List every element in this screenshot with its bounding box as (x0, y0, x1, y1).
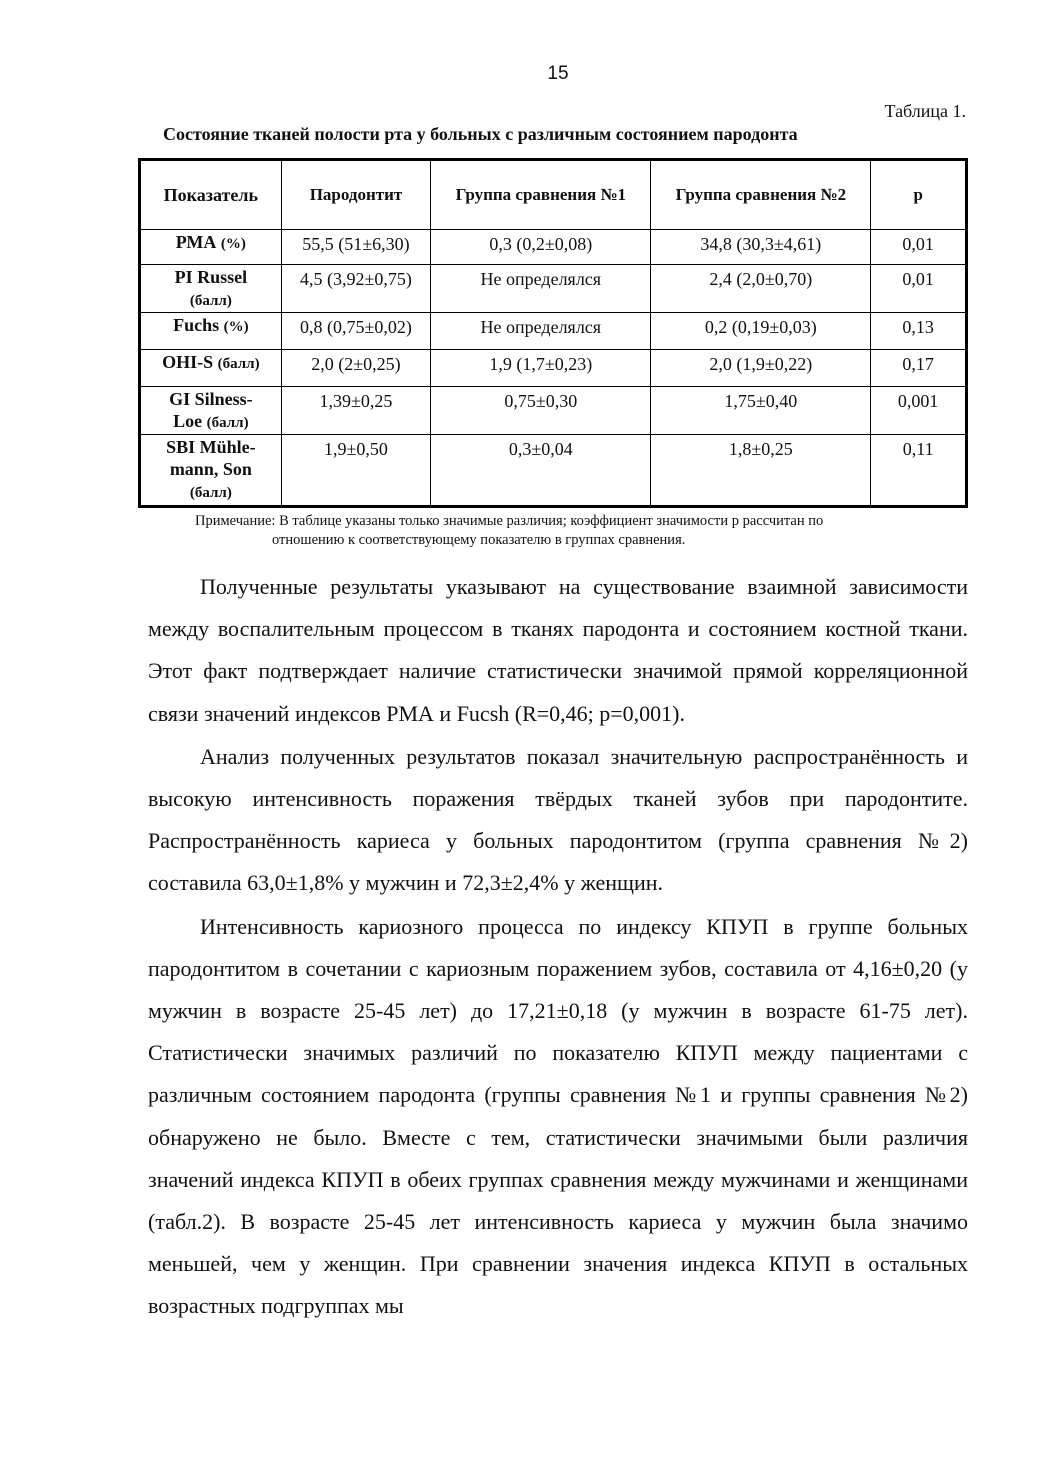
row-indicator: OHI-S (балл) (140, 350, 282, 387)
row-indicator: РМА (%) (140, 230, 282, 265)
cell-value: 4,5 (3,92±0,75) (281, 265, 431, 313)
table-label: Таблица 1. (884, 101, 966, 121)
paragraph: Полученные результаты указывают на существование взаимной зависимости между воспалительным процессом в тканях пародонта и состоянием костной ткани. Этот факт подтверждает наличие статистически значимой прямой корреляционной связи значений индексов РМА и Fucsh (R=0,46; p=0,001). (148, 574, 968, 726)
cell-value: 0,001 (871, 387, 967, 435)
table-row (140, 387, 967, 435)
table-row (140, 435, 967, 507)
cell-value: 2,0 (1,9±0,22) (651, 350, 871, 387)
header-group-1: Группа сравнения №1 (431, 160, 651, 230)
table-row (140, 230, 967, 265)
cell-value: 55,5 (51±6,30) (281, 230, 431, 265)
cell-value: 1,9 (1,7±0,23) (431, 350, 651, 387)
cell-value: 0,13 (871, 313, 967, 350)
table-title: Состояние тканей полости рта у больных с различным состоянием пародонта (163, 124, 798, 144)
cell-value: Не определялся (431, 265, 651, 313)
row-indicator: Fuchs (%) (140, 313, 282, 350)
header-indicator: Показатель (140, 160, 282, 230)
table-row (140, 313, 967, 350)
cell-value: 34,8 (30,3±4,61) (651, 230, 871, 265)
cell-value: 0,8 (0,75±0,02) (281, 313, 431, 350)
paragraph: Анализ полученных результатов показал значительную распространённость и высокую интенсивность поражения твёрдых тканей зубов при пародонтите. Распространённость кариеса у больных пародонтитом (группа сравнения №2) составила 63,0±1,8% у мужчин и 72,3±2,4% у женщин. (148, 743, 968, 896)
cell-value: 1,39±0,25 (281, 387, 431, 435)
cell-value: 0,01 (871, 230, 967, 265)
header-p: p (871, 160, 967, 230)
table-row (140, 265, 967, 313)
cell-value: 0,3 (0,2±0,08) (431, 230, 651, 265)
row-indicator: PI Russel (балл) (140, 265, 282, 313)
cell-value: 1,9±0,50 (281, 435, 431, 507)
cell-value: 0,3±0,04 (431, 435, 651, 507)
header-group-2: Группа сравнения №2 (651, 160, 871, 230)
note-line-1: Примечание: В таблице указаны только значимые различия; коэффициент значимости р рассчитан по (195, 513, 824, 529)
page-number: 15 (547, 63, 569, 84)
header-periodontitis: Пародонтит (281, 160, 431, 230)
cell-value: 0,2 (0,19±0,03) (651, 313, 871, 350)
paragraph: Интенсивность кариозного процесса по индексу КПУП в группе больных пародонтитом в сочетании с кариозным поражением зубов, составила от 4,16±0,20 (у мужчин в возрасте 25-45 лет) до 17,21±0,18 (у мужчин в возрасте 61-75 лет). Статистически значимых различий по показателю КПУП между пациентами с различным состоянием пародонта (группы сравнения №1 и группы сравнения №2) обнаружено не было. Вместе с тем, статистически значимыми были различия значений индекса КПУП в обеих группах сравнения между мужчинами и женщинами (табл.2). В возрасте 25-45 лет интенсивность кариеса у мужчин была значимо меньшей, чем у женщин. При сравнении значения индекса КПУП в остальных возрастных подгруппах мы (148, 913, 968, 1319)
table-note (195, 512, 967, 550)
cell-value: 0,01 (871, 265, 967, 313)
cell-value: Не определялся (431, 313, 651, 350)
cell-value: 1,75±0,40 (651, 387, 871, 435)
table-row (140, 350, 967, 387)
note-line-2: отношению к соответствующему показателю в группах сравнения. (272, 532, 686, 549)
cell-value: 0,17 (871, 350, 967, 387)
table-header-row (140, 160, 967, 230)
cell-value: 2,4 (2,0±0,70) (651, 265, 871, 313)
cell-value: 0,75±0,30 (431, 387, 651, 435)
row-indicator: SBI Mühle- mann, Son (балл) (140, 435, 282, 507)
cell-value: 1,8±0,25 (651, 435, 871, 507)
data-table (138, 158, 968, 508)
cell-value: 2,0 (2±0,25) (281, 350, 431, 387)
body-text (148, 566, 968, 1328)
cell-value: 0,11 (871, 435, 967, 507)
row-indicator: GI Silness- Loe (балл) (140, 387, 282, 435)
